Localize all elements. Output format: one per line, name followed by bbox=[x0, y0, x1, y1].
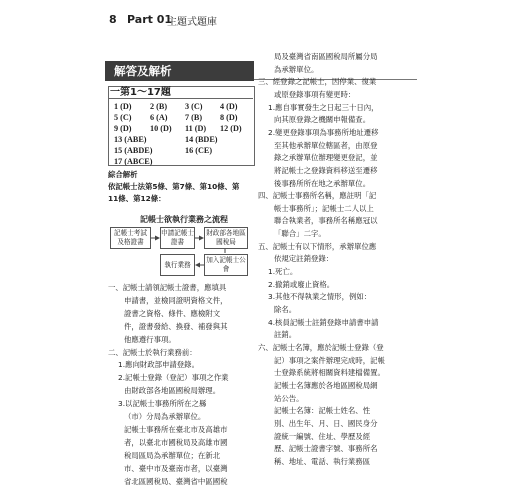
text-line: 由財政部各地區國稅局辦理。 bbox=[124, 386, 221, 396]
flow-step-join-association: 加入記帳士公會 bbox=[204, 254, 248, 276]
text-line: 1.應向財政部申請登錄。 bbox=[118, 360, 199, 370]
part-title: 主題式題庫 bbox=[167, 17, 217, 28]
text-line: 市、臺中市及臺南市者，以臺灣 bbox=[124, 463, 228, 473]
flow-step-apply-certificate: 申請記帳士證書 bbox=[160, 227, 195, 249]
page-header bbox=[0, 0, 520, 40]
text-line: 證書之資格、條件、應檢附文 bbox=[124, 308, 221, 318]
text-line: 五、記帳士有以下情形，承辦單位應 bbox=[258, 241, 377, 251]
text-line: 記帳士事務所在臺北市及高雄市 bbox=[124, 424, 228, 434]
part-label: Part 01 bbox=[127, 13, 173, 26]
answer-item: 2 (B) bbox=[150, 102, 168, 111]
text-line: 2.變更登錄事項為事務所地址遷移 bbox=[268, 127, 379, 137]
answer-item: 1 (D) bbox=[114, 102, 132, 111]
section-title: 解答及解析 bbox=[105, 61, 254, 81]
text-line: 省北區國稅局、臺灣省中區國稅 bbox=[124, 476, 228, 486]
text-line: 1.死亡。 bbox=[268, 267, 298, 277]
flow-step-tax-bureau: 財政部各地區國稅局 bbox=[204, 227, 248, 249]
text-line: 稱、地址、電話、執行業務區 bbox=[274, 456, 371, 466]
text-line: 一、記帳士請領記帳士證書，應填具 bbox=[108, 283, 227, 292]
text-line: 為承辦單位。 bbox=[274, 64, 319, 74]
analysis-basis-line2: 11條、第12條： bbox=[108, 194, 166, 203]
text-line: 4.核員記帳士註銷登錄申請書申請 bbox=[268, 317, 379, 327]
text-line: 別、出生年、月、日、國民身分 bbox=[274, 418, 378, 428]
answer-item: 3 (C) bbox=[185, 102, 203, 111]
text-line: 站公告。 bbox=[274, 393, 304, 403]
text-line: 者，以臺北市國稅局及高雄市國 bbox=[124, 437, 228, 447]
text-line: 申請書，並檢同證明資格文件， bbox=[124, 295, 228, 305]
answer-item: 11 (D) bbox=[185, 124, 207, 133]
text-line: 後事務所所在地之承辦單位。 bbox=[274, 178, 371, 188]
text-line: 記）事項之案件辦理完成時，記帳 bbox=[274, 355, 385, 365]
text-line: 2.記帳士登錄（登記）事項之作業 bbox=[118, 373, 229, 383]
answer-item: 10 (D) bbox=[150, 124, 172, 133]
text-line: 帳士事務所」；記帳士二人以上 bbox=[274, 203, 374, 213]
text-line: 3.其他不得執業之情形，例如： bbox=[268, 292, 372, 302]
text-line: 至其他承辦單位轄區者，由原登 bbox=[274, 140, 378, 150]
answer-box-title: 一第1～17題 bbox=[108, 86, 253, 99]
answer-item: 13 (ABE) bbox=[114, 135, 147, 144]
text-line: 證統一編號、住址、學歷及經 bbox=[274, 431, 371, 441]
text-line: 稅局區局為承辦單位；在新北 bbox=[124, 450, 221, 460]
text-line: 除名。 bbox=[274, 305, 297, 314]
text-line: 四、記帳士事務所名稱，應註明「記 bbox=[258, 191, 377, 201]
answer-item: 9 (D) bbox=[114, 124, 132, 133]
text-line: 註銷。 bbox=[274, 330, 297, 340]
flow-arrows bbox=[100, 220, 260, 285]
flow-step-execute-business: 執行業務 bbox=[160, 254, 195, 276]
answer-item: 15 (ABDE) bbox=[114, 146, 153, 155]
analysis-heading: 綜合解析 bbox=[108, 170, 138, 179]
text-line: （市）分局為承辦單位。 bbox=[124, 412, 206, 421]
text-line: 「聯合」二字。 bbox=[274, 229, 326, 239]
flow-step-exam-certificate: 記帳士考試及格證書 bbox=[110, 227, 151, 249]
flow-chart-title: 記帳士欲執行業務之流程 bbox=[140, 215, 228, 224]
text-line: 件，證書發給、換發、補發與其 bbox=[124, 321, 228, 331]
answer-item: 16 (CE) bbox=[185, 146, 213, 155]
text-line: 士登錄系統將相關資料建檔備置。 bbox=[274, 368, 385, 378]
text-line: 三、經登錄之記帳士，因停業、復業 bbox=[258, 77, 377, 87]
text-line: 2.撤銷或廢止資格。 bbox=[268, 279, 335, 289]
text-line: 錄之承辦單位辦理變更登記，並 bbox=[274, 153, 378, 163]
answer-item: 8 (D) bbox=[220, 113, 238, 122]
answer-item: 12 (D) bbox=[220, 124, 242, 133]
answer-item: 5 (C) bbox=[114, 113, 132, 122]
text-line: 二、記帳士於執行業務前： bbox=[108, 347, 197, 357]
text-line: 聯合執業者，事務所名稱應冠以 bbox=[274, 216, 378, 226]
answer-item: 6 (A) bbox=[150, 113, 168, 122]
text-line: 依規定註銷登錄： bbox=[274, 254, 334, 264]
text-line: 他應遵行事項。 bbox=[124, 334, 176, 344]
page-number: 8 bbox=[109, 13, 117, 26]
text-line: 記帳士名簿：記帳士姓名、性 bbox=[274, 406, 371, 416]
answer-item: 7 (B) bbox=[185, 113, 203, 122]
text-line: 記帳士名簿應於各地區國稅局網 bbox=[274, 380, 378, 390]
answer-item: 17 (ABCE) bbox=[114, 157, 153, 166]
text-line: 向其原登錄之機關申報備查。 bbox=[274, 115, 371, 125]
text-line: 歷、記帳士證書字號、事務所名 bbox=[274, 444, 378, 454]
analysis-basis-line1: 依記帳士法第5條、第7條、第10條、第 bbox=[108, 182, 240, 191]
text-line: 六、記帳士名簿，應於記帳士登錄（登 bbox=[258, 342, 384, 352]
text-line: 或原登錄事項有變更時： bbox=[274, 89, 356, 99]
text-line: 1.應自事實發生之日起三十日內， bbox=[268, 102, 379, 112]
answer-item: 4 (D) bbox=[220, 102, 238, 111]
answer-item: 14 (BDE) bbox=[185, 135, 218, 144]
text-line: 局及臺灣省南區國稅局所屬分局 bbox=[274, 52, 378, 61]
text-line: 將記帳士之登錄資料移送至遷移 bbox=[274, 165, 378, 175]
text-line: 3.以記帳士事務所所在之縣 bbox=[118, 399, 207, 409]
